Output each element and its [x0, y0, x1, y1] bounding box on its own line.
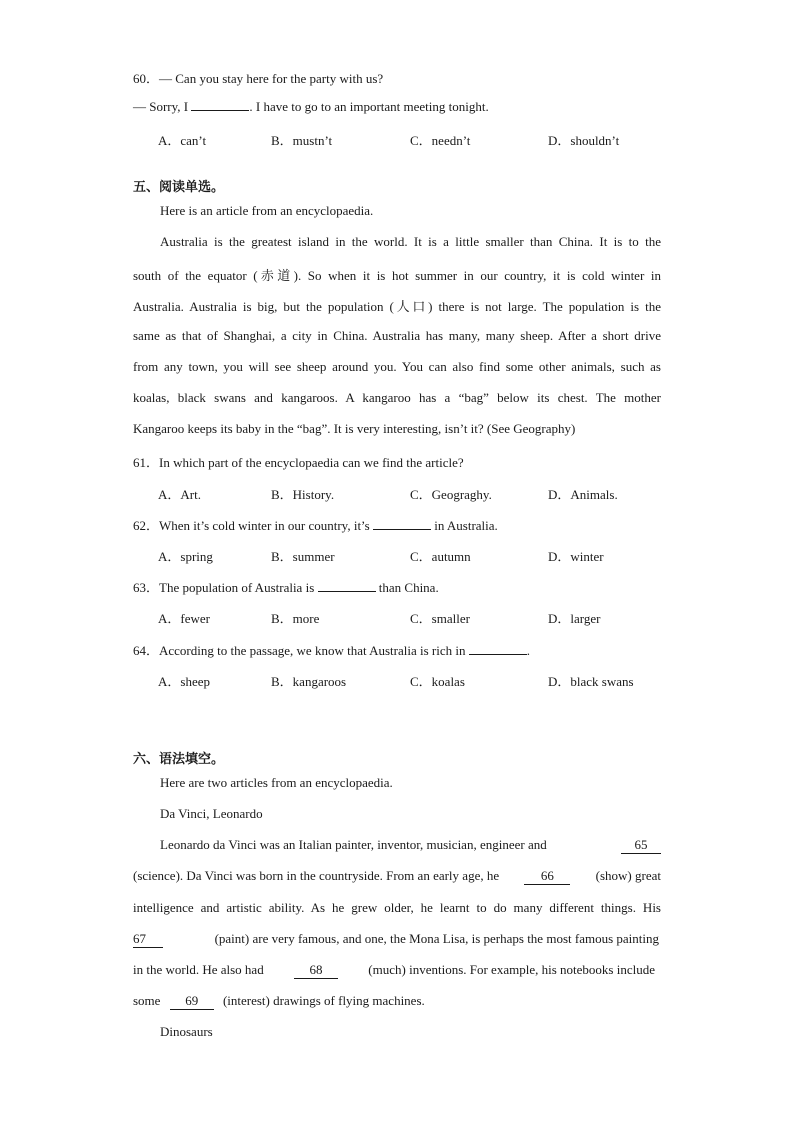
cloze-text: in the world. He also had — [133, 962, 264, 977]
section-5-intro: Here is an article from an encyclopaedia. — [160, 203, 374, 218]
option-a[interactable]: A．spring — [158, 549, 213, 564]
cloze-text: (much) inventions. For example, his notebooks include — [368, 962, 655, 977]
cloze-text: Leonardo da Vinci was an Italian painter, inventor, musician, engineer and — [160, 837, 547, 852]
cloze-line: intelligence and artistic ability. As he grew older, he learnt to do many different things. His — [133, 900, 661, 915]
question-60-stem: 60．— Can you stay here for the party with us? — [133, 71, 384, 86]
option-a[interactable]: A．can’t — [158, 133, 207, 148]
passage-line: Kangaroo keeps its baby in the “bag”. It is very interesting, isn’t it? (See Geography) — [133, 421, 576, 436]
option-b[interactable]: B．more — [271, 611, 320, 626]
question-text-start: 62．When it’s cold winter in our country, it’s — [133, 518, 373, 533]
option-c[interactable]: C．smaller — [410, 611, 470, 626]
question-text-start: 64．According to the passage, we know that Australia is rich in — [133, 643, 469, 658]
option-c[interactable]: C．autumn — [410, 549, 471, 564]
cloze-text: (science). Da Vinci was born in the countryside. From an early age, he — [133, 868, 500, 883]
cloze-line — [133, 931, 659, 948]
option-b[interactable]: B．mustn’t — [271, 133, 333, 148]
option-d[interactable]: D．Animals. — [548, 487, 618, 502]
answer-blank[interactable] — [469, 643, 527, 655]
passage-line: same as that of Shanghai, a city in China. Australia has many, many sheep. After a short drive — [133, 328, 661, 343]
cloze-line — [133, 993, 425, 1010]
article-title-dinosaurs: Dinosaurs — [160, 1024, 213, 1039]
option-a[interactable]: A．fewer — [158, 611, 210, 626]
option-c[interactable]: C．koalas — [410, 674, 465, 689]
passage-line: Australia is the greatest island in the world. It is a little smaller than China. It is to the — [160, 234, 661, 249]
section-5-heading: 五、阅读单选。 — [133, 180, 225, 195]
option-b[interactable]: B．kangaroos — [271, 674, 347, 689]
option-c[interactable]: C．Geograghy. — [410, 487, 492, 502]
reply-text-start: — Sorry, I — [133, 99, 192, 114]
answer-blank-69[interactable]: 69 — [170, 993, 214, 1010]
cloze-text: (paint) are very famous, and one, the Mona Lisa, is perhaps the most famous painting — [214, 931, 659, 946]
option-b[interactable]: B．History. — [271, 487, 335, 502]
question-text: 61．In which part of the encyclopaedia can we find the article? — [133, 455, 464, 470]
answer-blank-65[interactable]: 65 — [621, 837, 661, 854]
option-d[interactable]: D．black swans — [548, 674, 634, 689]
question-text-end: than China. — [375, 580, 439, 595]
article-title-da-vinci: Da Vinci, Leonardo — [160, 806, 263, 821]
answer-blank-67[interactable]: 67 — [133, 931, 163, 948]
answer-blank-68[interactable]: 68 — [294, 962, 338, 979]
option-a[interactable]: A．sheep — [158, 674, 210, 689]
option-d[interactable]: D．larger — [548, 611, 601, 626]
option-c[interactable]: C．needn’t — [410, 133, 471, 148]
option-d[interactable]: D．shouldn’t — [548, 133, 620, 148]
passage-line: south of the equator (赤道). So when it is hot summer in our country, it is cold winter in — [133, 268, 661, 283]
cloze-line — [133, 962, 655, 979]
cloze-text: (interest) drawings of flying machines. — [222, 993, 425, 1008]
question-text-start: 63．The population of Australia is — [133, 580, 318, 595]
question-text-end: . — [526, 643, 531, 658]
section-6-heading: 六、语法填空。 — [133, 752, 225, 767]
question-63-stem — [133, 577, 439, 596]
option-d[interactable]: D．winter — [548, 549, 604, 564]
question-62-stem — [133, 515, 498, 534]
option-a[interactable]: A．Art. — [158, 487, 201, 502]
passage-line: Australia. Australia is big, but the population (人口) there is not large. The population is the — [133, 299, 661, 314]
answer-blank[interactable] — [373, 518, 431, 530]
cloze-line — [160, 837, 661, 854]
passage-line: koalas, black swans and kangaroos. A kangaroo has a “bag” below its chest. The mother — [133, 390, 661, 405]
cloze-line — [133, 868, 661, 885]
passage-line: from any town, you will see sheep around you. You can also find some other animals, such as — [133, 359, 661, 374]
reply-text-end: . I have to go to an important meeting tonight. — [249, 99, 489, 114]
option-b[interactable]: B．summer — [271, 549, 335, 564]
answer-blank[interactable] — [318, 580, 376, 592]
question-61-stem — [133, 452, 464, 471]
question-text-end: in Australia. — [430, 518, 498, 533]
question-64-stem — [133, 640, 530, 659]
section-6-intro: Here are two articles from an encyclopaedia. — [160, 775, 393, 790]
answer-blank[interactable] — [191, 99, 249, 111]
cloze-text: (show) great — [595, 868, 661, 883]
cloze-text: some — [133, 993, 161, 1008]
answer-blank-66[interactable]: 66 — [524, 868, 570, 885]
question-60-reply — [133, 99, 489, 115]
